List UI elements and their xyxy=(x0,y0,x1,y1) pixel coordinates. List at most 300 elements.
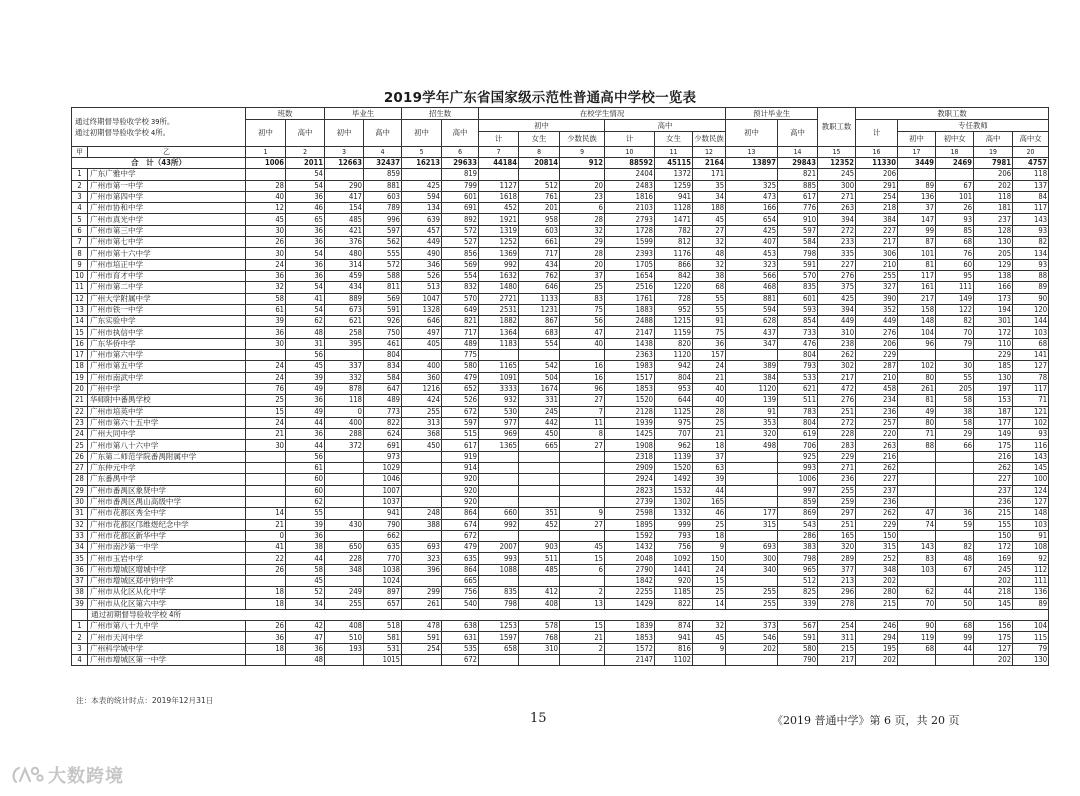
row-value: 601 xyxy=(778,293,818,304)
row-value: 74 xyxy=(898,519,936,530)
row-index: 17 xyxy=(72,350,88,361)
row-value: 567 xyxy=(778,621,818,632)
row-value: 302 xyxy=(818,361,856,372)
row-value xyxy=(898,655,936,666)
row-value: 2404 xyxy=(605,169,655,180)
row-value: 27 xyxy=(560,395,605,406)
row-value xyxy=(402,575,442,586)
row-value: 28 xyxy=(560,248,605,259)
row-value: 80 xyxy=(898,372,936,383)
table-row xyxy=(72,327,1049,338)
row-value: 1480 xyxy=(479,282,519,293)
row-value: 892 xyxy=(442,214,479,225)
row-value: 421 xyxy=(325,225,364,236)
row-value: 24 xyxy=(246,259,286,270)
row-value: 75 xyxy=(560,304,605,315)
total-value: 2011 xyxy=(286,158,325,169)
row-value: 271 xyxy=(818,191,856,202)
row-value: 80 xyxy=(898,417,936,428)
school-name: 广州市育才中学 xyxy=(88,270,246,281)
row-value: 621 xyxy=(778,383,818,394)
row-value: 118 xyxy=(325,395,364,406)
subsection-row xyxy=(72,609,1049,620)
row-value: 348 xyxy=(856,564,898,575)
row-value: 139 xyxy=(726,395,778,406)
row-value: 804 xyxy=(778,350,818,361)
row-value: 9 xyxy=(693,542,726,553)
row-value xyxy=(402,169,442,180)
school-name: 广州市增城区第一中学 xyxy=(88,655,246,666)
total-value: 12663 xyxy=(325,158,364,169)
row-value: 134 xyxy=(1013,248,1049,259)
row-value: 202 xyxy=(856,655,898,666)
school-name: 广州市南沙第一中学 xyxy=(88,542,246,553)
row-value: 40 xyxy=(693,383,726,394)
row-value: 518 xyxy=(364,621,402,632)
row-value: 14 xyxy=(693,598,726,609)
header-code: 5 xyxy=(402,147,442,158)
row-value: 881 xyxy=(364,180,402,191)
row-value: 41 xyxy=(286,293,325,304)
row-value: 2598 xyxy=(605,508,655,519)
row-value: 32 xyxy=(693,621,726,632)
row-value: 38 xyxy=(936,406,974,417)
row-value: 804 xyxy=(655,372,693,383)
row-value: 245 xyxy=(974,564,1013,575)
row-value: 555 xyxy=(364,248,402,259)
row-value: 2007 xyxy=(479,542,519,553)
row-value: 227 xyxy=(974,474,1013,485)
row-value: 1921 xyxy=(479,214,519,225)
row-index: 9 xyxy=(72,259,88,270)
header-leaf: 高中 xyxy=(286,120,325,147)
table-row xyxy=(72,203,1049,214)
total-value: 12352 xyxy=(818,158,856,169)
total-value: 7981 xyxy=(974,158,1013,169)
row-value: 254 xyxy=(402,643,442,654)
row-value: 3333 xyxy=(479,383,519,394)
row-value: 130 xyxy=(974,372,1013,383)
row-value: 405 xyxy=(402,338,442,349)
row-value: 314 xyxy=(325,259,364,270)
row-value: 36 xyxy=(286,259,325,270)
row-value: 259 xyxy=(818,496,856,507)
row-value: 82 xyxy=(1013,237,1049,248)
row-value: 2924 xyxy=(605,474,655,485)
row-index: 2 xyxy=(72,632,88,643)
row-value xyxy=(246,496,286,507)
row-value: 34 xyxy=(286,598,325,609)
row-value: 122 xyxy=(936,304,974,315)
row-value: 54 xyxy=(286,180,325,191)
row-value: 37 xyxy=(693,451,726,462)
row-value xyxy=(402,655,442,666)
school-name: 广州市第六十五中学 xyxy=(88,417,246,428)
total-value: 29843 xyxy=(778,158,818,169)
row-value: 914 xyxy=(442,463,479,474)
row-value: 1908 xyxy=(605,440,655,451)
row-value: 2823 xyxy=(605,485,655,496)
row-value: 300 xyxy=(726,553,778,564)
row-value: 111 xyxy=(936,282,974,293)
row-value: 1120 xyxy=(655,350,693,361)
row-value: 156 xyxy=(974,621,1013,632)
row-value: 32 xyxy=(560,225,605,236)
row-value xyxy=(246,463,286,474)
row-value: 60 xyxy=(936,259,974,270)
row-value: 245 xyxy=(818,169,856,180)
row-value xyxy=(898,575,936,586)
header-leaf: 高中 xyxy=(778,120,818,147)
row-value: 1728 xyxy=(605,225,655,236)
row-value: 554 xyxy=(442,270,479,281)
row-value: 644 xyxy=(655,395,693,406)
row-value: 262 xyxy=(856,463,898,474)
row-value: 58 xyxy=(936,395,974,406)
header-leaf: 高中 xyxy=(974,132,1013,147)
row-value: 24 xyxy=(693,361,726,372)
row-value: 18 xyxy=(693,530,726,541)
row-value: 323 xyxy=(726,259,778,270)
row-value: 775 xyxy=(442,350,479,361)
row-value: 346 xyxy=(402,259,442,270)
row-value xyxy=(898,350,936,361)
total-value: 45115 xyxy=(655,158,693,169)
row-value: 2363 xyxy=(605,350,655,361)
row-value: 373 xyxy=(726,621,778,632)
row-value: 130 xyxy=(974,237,1013,248)
header-subgroup: 初中 xyxy=(479,120,605,132)
row-index: 2 xyxy=(72,180,88,191)
row-value: 476 xyxy=(778,338,818,349)
row-value: 2048 xyxy=(605,553,655,564)
row-value: 171 xyxy=(693,169,726,180)
row-value: 15 xyxy=(693,575,726,586)
row-value: 218 xyxy=(856,203,898,214)
row-value: 165 xyxy=(818,530,856,541)
row-value: 59 xyxy=(936,519,974,530)
row-value: 693 xyxy=(726,542,778,553)
row-value: 340 xyxy=(726,564,778,575)
header-leaf: 初中 xyxy=(726,120,778,147)
row-value: 337 xyxy=(325,361,364,372)
row-value: 0 xyxy=(246,530,286,541)
row-value: 348 xyxy=(325,564,364,575)
row-value: 67 xyxy=(936,564,974,575)
row-value: 255 xyxy=(856,270,898,281)
row-value: 143 xyxy=(898,542,936,553)
row-value: 1332 xyxy=(655,508,693,519)
school-name: 广州市番禺区象贤中学 xyxy=(88,485,246,496)
row-value: 1705 xyxy=(605,259,655,270)
row-value: 16 xyxy=(560,372,605,383)
row-value: 177 xyxy=(974,417,1013,428)
row-value: 85 xyxy=(936,225,974,236)
row-value: 83 xyxy=(560,293,605,304)
row-value: 91 xyxy=(726,406,778,417)
row-value: 511 xyxy=(519,553,560,564)
row-value: 1328 xyxy=(402,304,442,315)
total-value: 88592 xyxy=(605,158,655,169)
row-value: 22 xyxy=(246,553,286,564)
row-value: 291 xyxy=(856,180,898,191)
row-value: 76 xyxy=(936,248,974,259)
row-value: 450 xyxy=(402,440,442,451)
row-value: 166 xyxy=(974,282,1013,293)
row-value: 251 xyxy=(818,519,856,530)
row-value: 331 xyxy=(519,395,560,406)
row-value: 215 xyxy=(974,508,1013,519)
row-index: 21 xyxy=(72,395,88,406)
header-code: 13 xyxy=(726,147,778,158)
header-leaf: 计 xyxy=(605,132,655,147)
row-value: 227 xyxy=(818,259,856,270)
row-value: 24 xyxy=(246,361,286,372)
row-value: 101 xyxy=(936,191,974,202)
row-value: 157 xyxy=(693,350,726,361)
row-value: 2103 xyxy=(605,203,655,214)
row-value: 39 xyxy=(693,474,726,485)
row-value: 693 xyxy=(402,542,442,553)
row-value: 1492 xyxy=(655,474,693,485)
row-value: 683 xyxy=(519,327,560,338)
row-value xyxy=(479,575,519,586)
table-row xyxy=(72,225,1049,236)
table-row xyxy=(72,451,1049,462)
row-value: 26 xyxy=(246,621,286,632)
row-value: 62 xyxy=(898,587,936,598)
row-value: 1438 xyxy=(605,338,655,349)
row-value: 842 xyxy=(655,270,693,281)
row-value xyxy=(560,575,605,586)
row-value: 531 xyxy=(364,643,402,654)
row-value: 246 xyxy=(856,621,898,632)
school-name: 广州市从化区第六中学 xyxy=(88,598,246,609)
row-value: 425 xyxy=(402,180,442,191)
row-index: 26 xyxy=(72,451,88,462)
row-value: 54 xyxy=(286,248,325,259)
row-value: 20 xyxy=(560,180,605,191)
school-name: 广州市协和中学 xyxy=(88,203,246,214)
row-value: 458 xyxy=(856,383,898,394)
row-value: 395 xyxy=(325,338,364,349)
row-value: 102 xyxy=(898,361,936,372)
row-value xyxy=(936,655,974,666)
row-value: 99 xyxy=(898,225,936,236)
row-value: 194 xyxy=(974,304,1013,315)
row-value xyxy=(519,575,560,586)
total-value: 4757 xyxy=(1013,158,1049,169)
row-value: 173 xyxy=(974,293,1013,304)
row-value: 2393 xyxy=(605,248,655,259)
row-value: 92 xyxy=(1013,553,1049,564)
row-value xyxy=(246,575,286,586)
row-value: 75 xyxy=(693,327,726,338)
row-value xyxy=(560,655,605,666)
row-value: 25 xyxy=(246,395,286,406)
row-value: 36 xyxy=(286,270,325,281)
row-value: 143 xyxy=(1013,451,1049,462)
row-value: 1029 xyxy=(364,463,402,474)
row-value: 388 xyxy=(402,519,442,530)
row-value: 261 xyxy=(898,383,936,394)
school-name: 广州市培正中学 xyxy=(88,259,246,270)
total-value: 912 xyxy=(560,158,605,169)
row-value xyxy=(560,463,605,474)
row-value xyxy=(936,474,974,485)
row-value: 47 xyxy=(560,327,605,338)
row-value: 70 xyxy=(936,327,974,338)
row-value: 26 xyxy=(936,203,974,214)
row-value: 30 xyxy=(246,225,286,236)
row-value xyxy=(519,530,560,541)
row-value: 89 xyxy=(1013,598,1049,609)
row-value: 485 xyxy=(519,564,560,575)
row-value: 315 xyxy=(726,519,778,530)
row-value: 756 xyxy=(442,587,479,598)
row-value: 210 xyxy=(856,372,898,383)
row-value: 48 xyxy=(286,327,325,338)
row-value: 717 xyxy=(442,327,479,338)
row-value: 2147 xyxy=(605,655,655,666)
row-value: 127 xyxy=(1013,361,1049,372)
row-value: 175 xyxy=(974,632,1013,643)
row-value: 919 xyxy=(442,451,479,462)
row-value: 591 xyxy=(364,304,402,315)
row-value: 472 xyxy=(818,383,856,394)
row-value: 62 xyxy=(286,316,325,327)
row-value: 1842 xyxy=(605,575,655,586)
row-value xyxy=(726,496,778,507)
row-value: 127 xyxy=(1013,496,1049,507)
header-leaf: 初中女 xyxy=(936,132,974,147)
header-group-staff: 教职工数 xyxy=(856,108,1049,120)
row-value: 44 xyxy=(936,643,974,654)
row-value: 782 xyxy=(655,225,693,236)
row-index: 30 xyxy=(72,496,88,507)
row-value: 227 xyxy=(856,225,898,236)
row-value xyxy=(246,474,286,485)
row-value: 103 xyxy=(1013,519,1049,530)
row-value: 87 xyxy=(898,237,936,248)
row-value: 229 xyxy=(856,519,898,530)
table-header xyxy=(72,108,1049,158)
school-name: 广州市番禺区禺山高级中学 xyxy=(88,496,246,507)
row-value xyxy=(519,655,560,666)
row-value xyxy=(560,474,605,485)
row-value: 271 xyxy=(818,463,856,474)
row-value: 276 xyxy=(818,395,856,406)
row-value: 55 xyxy=(936,372,974,383)
row-value: 834 xyxy=(364,361,402,372)
row-value: 535 xyxy=(442,643,479,654)
row-value: 468 xyxy=(726,282,778,293)
header-code: 6 xyxy=(442,147,479,158)
row-value: 594 xyxy=(402,191,442,202)
row-value: 217 xyxy=(898,293,936,304)
row-value: 111 xyxy=(1013,575,1049,586)
row-value: 562 xyxy=(364,237,402,248)
row-value: 234 xyxy=(856,395,898,406)
row-value: 181 xyxy=(974,203,1013,214)
total-value: 32437 xyxy=(364,158,402,169)
row-value: 96 xyxy=(560,383,605,394)
row-value: 29 xyxy=(936,429,974,440)
row-value xyxy=(325,474,364,485)
row-value xyxy=(402,463,442,474)
row-value: 453 xyxy=(726,248,778,259)
row-value: 40 xyxy=(560,338,605,349)
table-row xyxy=(72,406,1049,417)
row-value: 932 xyxy=(479,395,519,406)
row-value: 0 xyxy=(325,406,364,417)
row-value: 347 xyxy=(726,338,778,349)
row-value: 104 xyxy=(1013,621,1049,632)
row-value: 7 xyxy=(560,406,605,417)
row-value: 768 xyxy=(519,632,560,643)
row-value: 138 xyxy=(974,270,1013,281)
row-value: 1127 xyxy=(479,180,519,191)
row-value: 672 xyxy=(442,655,479,666)
row-value xyxy=(519,485,560,496)
row-value: 866 xyxy=(655,259,693,270)
row-value: 228 xyxy=(818,429,856,440)
row-value: 255 xyxy=(402,406,442,417)
row-index: 23 xyxy=(72,417,88,428)
row-value: 45 xyxy=(286,361,325,372)
row-value: 103 xyxy=(1013,327,1049,338)
row-value: 49 xyxy=(286,406,325,417)
row-index: 11 xyxy=(72,282,88,293)
row-value: 1088 xyxy=(479,564,519,575)
row-value: 941 xyxy=(364,508,402,519)
row-value: 216 xyxy=(974,451,1013,462)
row-value: 394 xyxy=(818,214,856,225)
school-name: 广州大同中学 xyxy=(88,429,246,440)
row-value: 706 xyxy=(778,440,818,451)
row-value: 2 xyxy=(560,587,605,598)
row-value: 1365 xyxy=(479,440,519,451)
row-value: 821 xyxy=(442,316,479,327)
row-value: 12 xyxy=(246,203,286,214)
row-value: 21 xyxy=(246,519,286,530)
row-value: 28 xyxy=(560,214,605,225)
row-index: 36 xyxy=(72,564,88,575)
row-index: 16 xyxy=(72,338,88,349)
header-note-line: 通过初期督导验收学校 4所。 xyxy=(75,128,171,137)
school-name: 广东实验中学 xyxy=(88,316,246,327)
table-row xyxy=(72,237,1049,248)
row-value: 425 xyxy=(726,225,778,236)
row-value: 400 xyxy=(325,417,364,428)
row-value: 993 xyxy=(778,463,818,474)
header-leaf: 高中 xyxy=(364,120,402,147)
watermark-text: 大数跨境 xyxy=(48,766,124,787)
row-value: 1159 xyxy=(655,327,693,338)
row-value: 149 xyxy=(974,429,1013,440)
header-group: 班数 xyxy=(246,108,325,120)
row-value: 1572 xyxy=(605,643,655,654)
row-value: 66 xyxy=(936,440,974,451)
row-value xyxy=(479,485,519,496)
row-value: 254 xyxy=(818,621,856,632)
row-value: 45 xyxy=(286,575,325,586)
row-value: 58 xyxy=(286,564,325,575)
row-value: 262 xyxy=(856,508,898,519)
row-value: 816 xyxy=(655,643,693,654)
row-value: 691 xyxy=(442,203,479,214)
school-name: 广州中学 xyxy=(88,383,246,394)
